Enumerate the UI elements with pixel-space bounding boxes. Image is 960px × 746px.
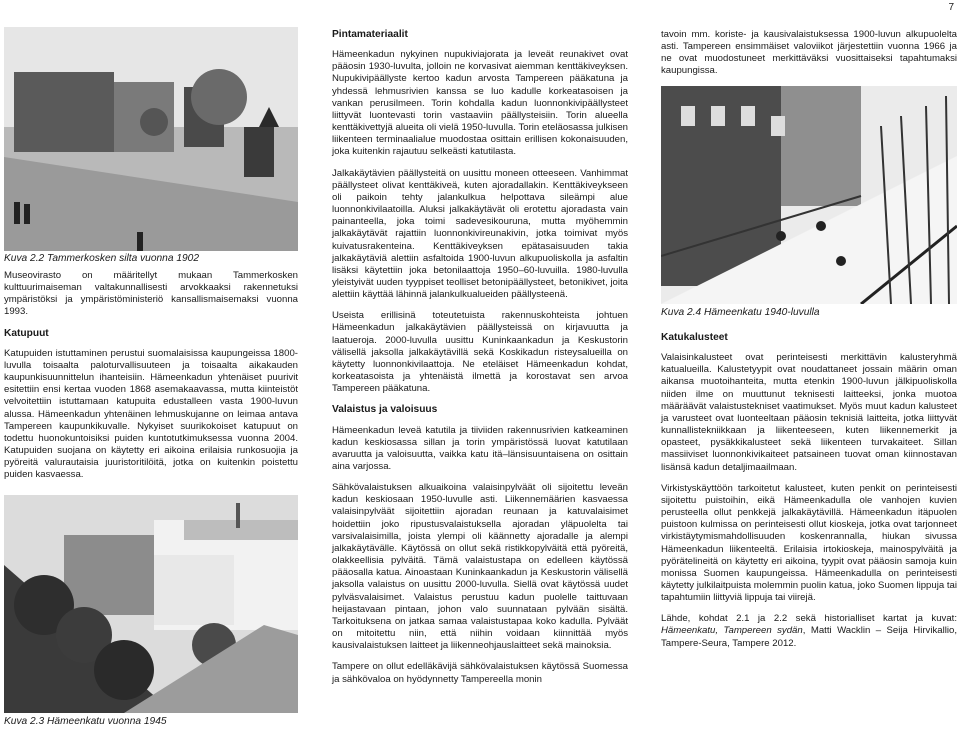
paragraph-cultural-landscape: Museovirasto on määritellyt mukaan Tammerkosken kulttuurimaiseman valtakunnallisesti arvokkaaksi rakennetuksi ympäristöksi ja ympäristöministeriö kansallismaisemaksi vuonna 1993. <box>4 270 298 318</box>
heading-katupuut: Katupuut <box>4 327 49 339</box>
paragraph-valaistus-2: Sähkövalaistuksen alkuaikoina valaisinpylväät oli sijoitettu leveän kadun keskiosaan 1950-luvulle asti. Liikennemäärien kasvaessa valaisinpylväät sijoitettiin ajoradan reunaan ja katuvalaisimet hoidettiin joko ripustusvalaistuksella ajoradan yläpuolelta tai varsivalaisimilla, joista ylempi oli käännetty ajoradalle ja alempi jalkakäytävälle. Käytössä on ollut sekä ristikkopylväitä että pyöreitä, olakkeellisia pylväitä. Tämä valaistustapa on edelleen käytössä pääosalla katua. Ainoastaan Kuninkaankadun ja Keskustorin välisellä jaksolla valaistus on uusittu 2000-luvulla. Siellä ovat käytössä uudet pylväsvalaisimet. Valaistus perustuu kadun puolelle taittuvaan heijastavaan pintaan, johon valo suunnataan pylvään sisältä. Tarkoituksena on jatkaa samaa valaistustapaa koko kadulla. Pylväät on mitoitettu niin, että niihin voidaan kiinnittää myös kausivalaistuksen laitteet ja liikenneohjauslaitteet sekä mainoksia. <box>332 482 628 652</box>
photo-hameenkatu-1940s <box>661 86 957 304</box>
figure-caption-2-3: Kuva 2.3 Hämeenkatu vuonna 1945 <box>4 716 167 727</box>
heading-pintamateriaalit: Pintamateriaalit <box>332 29 408 40</box>
column-3-top-text <box>661 29 957 87</box>
page-number: 7 <box>948 2 954 13</box>
paragraph-pintamateriaalit-1: Hämeenkadun nykyinen nupukiviajorata ja leveät reunakivet ovat pääosin 1930-luvulta, jolloin ne korvasivat aiemman kenttäkiveyksen. Nupukivipäällyste kertoo kadun arvosta Tampereen pääkatuna ja yhdessä lehmusrivien kanssa se luo kadulle korkeatasoisen ja vankan perusilmeen. Torin kohdalla kadun luonnonkivipäällysteet liittyvät luontevasti torin vastaaviin päällysteisiin. Torin alueella kenttäkivettyjä alueita oli vielä 1950-luvulla. Torin eteläosassa julkisen liikenteen terminaalialue muodostaa osittain erillisen kokonaisuuden, joka kuitenkin rajautuu selkeästi katutilasta. <box>332 49 628 158</box>
figure-caption-2-2: Kuva 2.2 Tammerkosken silta vuonna 1902 <box>4 253 199 264</box>
heading-valaistus: Valaistus ja valoisuus <box>332 404 438 416</box>
column-2-text <box>332 29 628 695</box>
sources-details: , Matti Wacklin – Seija Hirvikallio, Tampere-Seura, Tampere 2012. <box>661 625 958 649</box>
sources-intro: Lähde, kohdat 2.1 ja 2.2 sekä historialliset kartat ja kuvat: <box>661 613 957 625</box>
paragraph-valaistus-3: Tampere on ollut edelläkävijä sähkövalaistuksen käytössä Suomessa ja sähkövaloa on hyödynnetty Tampereella monin <box>332 661 628 685</box>
sources-book-title: Hämeenkatu, Tampereen sydän <box>661 625 803 637</box>
column-1-text <box>4 270 298 491</box>
column-3-text <box>661 332 957 659</box>
paragraph-katukalusteet-1: Valaisinkalusteet ovat perinteisesti merkittävin kalusteryhmä katualueilla. Kalustetyypit ovat noudattaneet jossain määrin oman aikansa muotoihanteita, mutta etenkin 1900-luvun jälkipuoliskolla niiden ilme on muuttunut teknisesti laitteeksi, jonka muotoa määräävät valaistustekniset vaatimukset. Myös muut kadun kalusteet ja varusteet ovat luonteeltaan pääosin teknisiä laitteita, jotka liittyvät kunnallistekniikkaan ja liikenteeseen, kuten liikennemerkit ja opasteet, pysäkkikalusteet sekä liikenteen turvakaiteet. Sillan massiiviset luonnonkivikaiteet patsaineen tuovat oman kiinnostavan lisänsä kadun detaljimaailmaan. <box>661 352 957 473</box>
paragraph-katupuut: Katupuiden istuttaminen perustui suomalaisissa kaupungeissa 1800-luvulla toisaalta paloturvallisuuteen ja toisaalta aikakauden kaupunkisuunnittelun ihanteisiin. Hämeenkadun yhtenäiset puurivit esitettiin ensi kertaa vuoden 1868 asemakaavassa, mutta kiinteistöt velvoitettiin istuttamaan katupuita edustalleen vasta 1900-luvun alussa. Hämeenkadun yhtenäinen lehmuskujanne on leimaa antava Tampereen kaupunkikuvalle. Nykyiset suurikokoiset katupuut on todettu huonokuntoisiksi puiden kuntotutkimuksessa vuonna 2004. Katupuiden suojana on käytetty eri aikoina erilaisia runkosuojia ja pyöreitä valurautaisia juuristoritilöitä, jotka on kuitenkin poistettu puiden kasvaessa. <box>4 347 298 481</box>
photo-hameenkatu-1945 <box>4 495 298 713</box>
heading-katukalusteet: Katukalusteet <box>661 332 728 343</box>
photo-tammerkoski-bridge-1902 <box>4 27 298 251</box>
paragraph-katukalusteet-2: Virkistyskäyttöön tarkoitetut kalusteet, kuten penkit on perinteisesti sijoitettu puistoihin, eikä Hämeenkadulla ole vanhojen kuvien perusteella ollut penkkejä jalkakäytävillä. Hämeenkadun itäpuolen puistoon kulmissa on perinteisesti ollut kioskeja, jotka ovat tarjonneet virkistäytymismahdollisuuden koskenrannalla, hiukan sivussa Hämeenkadun liikenteeltä. Erilaisia irtokioskeja, mainospylväitä ja pyörätelineitä on käytetty eri aikoina, tyypit ovat pääosin samoja kuin monissa Suomen kaupungeissa. Hämeenkadulla on perinteisesti käytetty julkilaitpuista molemmin puolin katua, joko Suomen lippuja tai tapahtumiin liittyviä lippuja tai viirejä. <box>661 482 957 604</box>
paragraph-valaistus-1: Hämeenkadun leveä katutila ja tiiviiden rakennusrivien katkeaminen kadun keskiosassa sillan ja torin ympäristössä luovat katutilaan avaruutta ja valoisuutta, vaikka katu itä–länsisuuntaisena on osittain aina varjossa. <box>332 424 628 472</box>
paragraph-sources <box>661 613 957 649</box>
paragraph-pintamateriaalit-2: Jalkakäytävien päällysteitä on uusittu moneen otteeseen. Vanhimmat päällysteet olivat kenttäkiveä, kuten ajoradallakin. Kenttäkiveykseen oli paikoin tehty jalankulkua helpottava sileämpi alue luonnonkivilaatoilla. Aluksi jalkakäytävät oli erotettu ajoradasta vain painanteella, joka toimi sadevesikouruna, mutta myöhemmin jalkakäytävät rajattiin luonnonkivireunakivin, jotka toimivat myös kuivatusrakenteina. Kenttäkiveyksen epätasaisuuden takia jalkakäytäviä alettiin asfaltoida 1900-luvun alkupuoliskolla ja asfaltin lisäksi käytettiin joka betonilaattoja 1950–60-luvuilla. 1980-luvulla yleistyivät uuden tyyppiset teolliset betonipäällysteet, betonikivet, joita alettiin käyttää lähinnä jalankulkualueiden päällysteenä. <box>332 167 628 301</box>
paragraph-valoviikot: tavoin mm. koriste- ja kausivalaistuksessa 1900-luvun alkupuolelta asti. Tampereen ensimmäiset valoviikot järjestettiin vuonna 1966 ja ne ovat muodostuneet merkittäväksi vuosittaiseksi tapahtumaksi kaupungissa. <box>661 29 957 77</box>
paragraph-pintamateriaalit-3: Useista erillisinä toteutetuista rakennuskohteista johtuen Hämeenkadun jalkakäytävien päällysteissä on kirjavuutta ja laatueroja. 2000-luvulla uusittu Kuninkaankadun ja Keskustorin välisellä jaksolla jalkakäytävillä sekä Koskikadun risteysalueilla on käytetty luonnonkivilaattoja. Ne eteläiset Hämeenkadun kohdat, korkeatasoista ja yhtenäistä ilmettä ja korostavat sen arvoa Tampereen pääkatuna. <box>332 310 628 395</box>
figure-caption-2-4: Kuva 2.4 Hämeenkatu 1940-luvulla <box>661 307 820 318</box>
